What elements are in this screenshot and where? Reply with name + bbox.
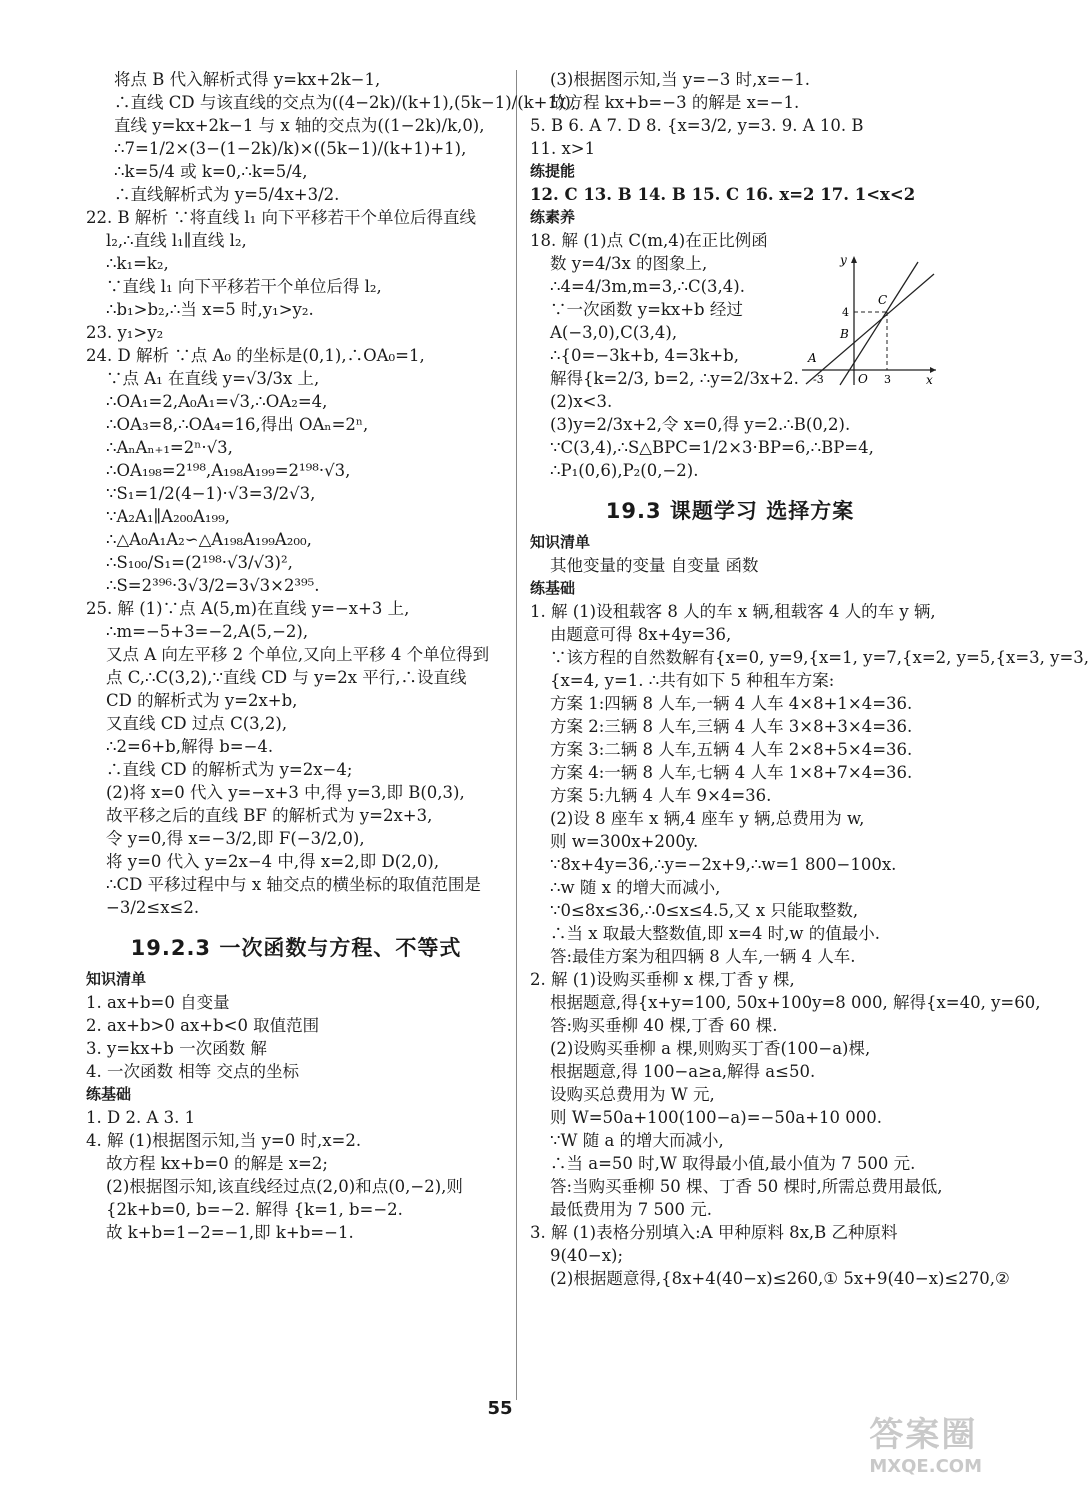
text-line: ∵W 随 a 的增大而减小, [550,1131,724,1150]
heading-improve: 练提能 [530,162,576,180]
text-line: ∴k₁=k₂, [106,254,169,273]
text-line: 方案 3:二辆 8 人车,五辆 4 人车 2×8+5×4=36. [550,740,913,759]
text-line: 故方程 kx+b=−3 的解是 x=−1. [550,93,800,112]
text-line: 1. D 2. A 3. 1 [86,1108,196,1127]
basic-practice-19-2-3 [86,1106,506,1244]
text-line: 故 k+b=1−2=−1,即 k+b=−1. [106,1223,354,1242]
question-18 [530,229,874,482]
text-line: 24. D 解析 ∵点 A₀ 的坐标是(0,1),∴OA₀=1, [86,346,425,365]
text-line: 方案 2:三辆 8 人车,三辆 4 人车 3×8+3×4=36. [550,717,913,736]
text-line: (2)设购买垂柳 a 棵,则购买丁香(100−a)棵, [550,1039,871,1058]
text-line: 答:最佳方案为租四辆 8 人车,一辆 4 人车. [550,947,856,966]
text-line: 11. x>1 [530,139,596,158]
text-line: 25. 解 (1)∵点 A(5,m)在直线 y=−x+3 上, [86,599,410,618]
text-line: ∴7=1/2×(3−(1−2k)/k)×((5k−1)/(k+1)+1), [114,139,467,158]
text-line: ∴OA₃=8,∴OA₄=16,得出 OAₙ=2ⁿ, [106,415,369,434]
text-line: 5. B 6. A 7. D 8. {x=3/2, y=3. 9. A 10. B [530,116,864,135]
text-line: ∴w 随 x 的增大而减小, [550,878,721,897]
label-y: y [840,253,847,267]
text-line: ∴2=6+b,解得 b=−4. [106,737,274,756]
label-a: A [808,351,817,365]
heading-literacy: 练素养 [530,208,576,226]
text-line: {x=4, y=1. ∴共有如下 5 种租车方案: [550,671,835,690]
text-line: 直线 y=kx+2k−1 与 x 轴的交点为((1−2k)/k,0), [114,116,485,135]
basic-practice-19-3 [530,600,1089,1290]
y-arrow [851,256,857,263]
label-3: 3 [884,373,891,386]
text-line: l₂,∴直线 l₁∥直线 l₂, [106,231,247,250]
watermark-en: MXQE.COM [869,1456,982,1477]
improve-answers: 12. C 13. B 14. B 15. C 16. x=2 17. 1<x<2 [530,185,916,204]
text-line: {2k+b=0, b=−2. 解得 {k=1, b=−2. [106,1200,403,1219]
list-item: 3. y=kx+b 一次函数 解 [86,1039,267,1058]
text-line: ∴当 a=50 时,W 取得最小值,最小值为 7 500 元. [550,1154,916,1173]
label-c: C [878,293,888,307]
page-number: 55 [487,1398,513,1419]
text-line: 根据题意,得 100−a≥a,解得 a≤50. [550,1062,816,1081]
text-line: ∵直线 l₁ 向下平移若干个单位后得 l₂, [106,277,382,296]
text-line: ∴直线 CD 与该直线的交点为((4−2k)/(k+1),(5k−1)/(k+1)), [114,93,577,112]
text-line: 9(40−x); [550,1246,624,1265]
text-line: (2)根据题意得,{8x+4(40−x)≤260,① 5x+9(40−x)≤270,② [550,1269,1010,1288]
text-line: A(−3,0),C(3,4), [550,323,678,342]
watermark [869,1407,982,1477]
text-line: 数 y=4/3x 的图象上, [550,254,708,273]
text-line: 由题意可得 8x+4y=36, [550,625,732,644]
text-line: ∴AₙAₙ₊₁=2ⁿ·√3, [106,438,233,457]
line-ac [806,274,934,384]
text-line: 解得{k=2/3, b=2, ∴y=2/3x+2. [550,369,799,388]
heading-basic-practice: 练基础 [86,1085,132,1103]
section-title-19-2-3: 19.2.3 一次函数与方程、不等式 [130,936,462,960]
text-line: 4. 解 (1)根据图示知,当 y=0 时,x=2. [86,1131,362,1150]
text-line: (2)x<3. [550,392,613,411]
text-line: 将 y=0 代入 y=2x−4 中,得 x=2,即 D(2,0), [106,852,440,871]
text-line: 则 w=300x+200y. [550,832,699,851]
text-line: ∴m=−5+3=−2,A(5,−2), [106,622,309,641]
text-line: 23. y₁>y₂ [86,323,164,342]
text-line: ∴当 x 取最大整数值,即 x=4 时,w 的值最小. [550,924,881,943]
text-line: −3/2≤x≤2. [106,898,200,917]
right-top-lines [530,68,930,160]
text-line: 故平移之后的直线 BF 的解析式为 y=2x+3, [106,806,433,825]
text-line: 方案 1:四辆 8 人车,一辆 4 人车 4×8+1×4=36. [550,694,913,713]
text-line: 故方程 kx+b=0 的解是 x=2; [106,1154,328,1173]
text-line: 最低费用为 7 500 元. [550,1200,712,1219]
label-o: O [858,372,868,386]
text-line: (2)设 8 座车 x 辆,4 座车 y 辆,总费用为 w, [550,809,865,828]
heading-knowledge-list: 知识清单 [86,970,147,988]
text-line: 1. 解 (1)设租载客 8 人的车 x 辆,租载客 4 人的车 y 辆, [530,602,936,621]
text-line: ∴k=5/4 或 k=0,∴k=5/4, [114,162,308,181]
text-line: ∴OA₁=2,A₀A₁=√3,∴OA₂=4, [106,392,328,411]
label-b: B [840,327,849,341]
text-line: ∵0≤8x≤36,∴0≤x≤4.5,又 x 只能取整数, [550,901,859,920]
text-line: ∴P₁(0,6),P₂(0,−2). [550,461,699,480]
column-divider [516,70,517,1400]
heading-basic-practice-19-3: 练基础 [530,579,576,597]
label-4: 4 [842,306,849,319]
text-line: ∵S₁=1/2(4−1)·√3=3/2√3, [106,484,316,503]
text-line: 答:当购买垂柳 50 棵、丁香 50 棵时,所需总费用最低, [550,1177,943,1196]
list-item: 2. ax+b>0 ax+b<0 取值范围 [86,1016,320,1035]
section-title-19-3: 19.3 课题学习 选择方案 [605,499,855,523]
text-line: (2)将 x=0 代入 y=−x+3 中,得 y=3,即 B(0,3), [106,783,465,802]
knowledge-list-19-2-3 [86,991,506,1083]
text-line: 将点 B 代入解析式得 y=kx+2k−1, [114,70,381,89]
text-line: ∵8x+4y=36,∴y=−2x+9,∴w=1 800−100x. [550,855,897,874]
line-oc [840,262,918,385]
text-line: (3)y=2/3x+2,令 x=0,得 y=2.∴B(0,2). [550,415,851,434]
label-x: x [926,373,933,387]
text-line: 根据题意,得{x+y=100, 50x+100y=8 000, 解得{x=40, y=60, [550,993,1041,1012]
text-line: ∴直线解析式为 y=5/4x+3/2. [114,185,340,204]
text-line: 令 y=0,得 x=−3/2,即 F(−3/2,0), [106,829,365,848]
text-line: 答:购买垂柳 40 棵,丁香 60 棵. [550,1016,778,1035]
text-line: 22. B 解析 ∵将直线 l₁ 向下平移若干个单位后得直线 [86,208,476,227]
text-line: 又点 A 向左平移 2 个单位,又向上平移 4 个单位得到 [106,645,490,664]
text-line: (3)根据图示知,当 y=−3 时,x=−1. [550,70,811,89]
text-line: 设购买总费用为 W 元, [550,1085,715,1104]
q18-coordinate-figure [800,252,940,387]
text-line: ∵C(3,4),∴S△BPC=1/2×3·BP=6,∴BP=4, [550,438,874,457]
text-line: 2. 解 (1)设购买垂柳 x 棵,丁香 y 棵, [530,970,795,989]
text-line: 则 W=50a+100(100−a)=−50a+10 000. [550,1108,882,1127]
list-item: 1. ax+b=0 自变量 [86,993,230,1012]
text-line: 又直线 CD 过点 C(3,2), [106,714,288,733]
watermark-cn: 答案圈 [869,1415,978,1455]
text-line: ∵该方程的自然数解有{x=0, y=9,{x=1, y=7,{x=2, y=5,{x=3, y=3, [550,648,1089,667]
list-item: 4. 一次函数 相等 交点的坐标 [86,1062,299,1081]
text-line: ∴4=4/3m,m=3,∴C(3,4). [550,277,745,296]
text-line: 方案 4:一辆 8 人车,七辆 4 人车 1×8+7×4=36. [550,763,913,782]
text-line: 点 C,∴C(3,2),∵直线 CD 与 y=2x 平行,∴设直线 [106,668,467,687]
heading-knowledge-list-19-3: 知识清单 [530,533,591,551]
text-line: ∴△A₀A₁A₂∽△A₁₉₈A₁₉₉A₂₀₀, [106,530,312,549]
text-line: 方案 5:九辆 4 人车 9×4=36. [550,786,772,805]
text-line: ∵一次函数 y=kx+b 经过 [550,300,743,319]
text-line: CD 的解析式为 y=2x+b, [106,691,298,710]
text-line: 3. 解 (1)表格分别填入:A 甲种原料 8x,B 乙种原料 [530,1223,898,1242]
text-line: 18. 解 (1)点 C(m,4)在正比例函 [530,231,768,250]
text-line: ∴b₁>b₂,∴当 x=5 时,y₁>y₂. [106,300,314,319]
text-line: ∵点 A₁ 在直线 y=√3/3x 上, [106,369,320,388]
text-line: (2)根据图示知,该直线经过点(2,0)和点(0,−2),则 [106,1177,463,1196]
text-line: ∴OA₁₉₈=2¹⁹⁸,A₁₉₈A₁₉₉=2¹⁹⁸·√3, [106,461,351,480]
knowledge-19-3: 其他变量的变量 自变量 函数 [550,556,759,575]
label-neg3: -3 [813,373,824,386]
text-line: ∴S=2³⁹⁶·3√3/2=3√3×2³⁹⁵. [106,576,320,595]
text-line: ∴直线 CD 的解析式为 y=2x−4; [106,760,353,779]
text-line: ∴S₁₀₀/S₁=(2¹⁹⁸·√3/√3)², [106,553,293,572]
text-line: ∴CD 平移过程中与 x 轴交点的横坐标的取值范围是 [106,875,481,894]
text-line: ∵A₂A₁∥A₂₀₀A₁₉₉, [106,507,230,526]
text-line: ∴{0=−3k+b, 4=3k+b, [550,346,739,365]
